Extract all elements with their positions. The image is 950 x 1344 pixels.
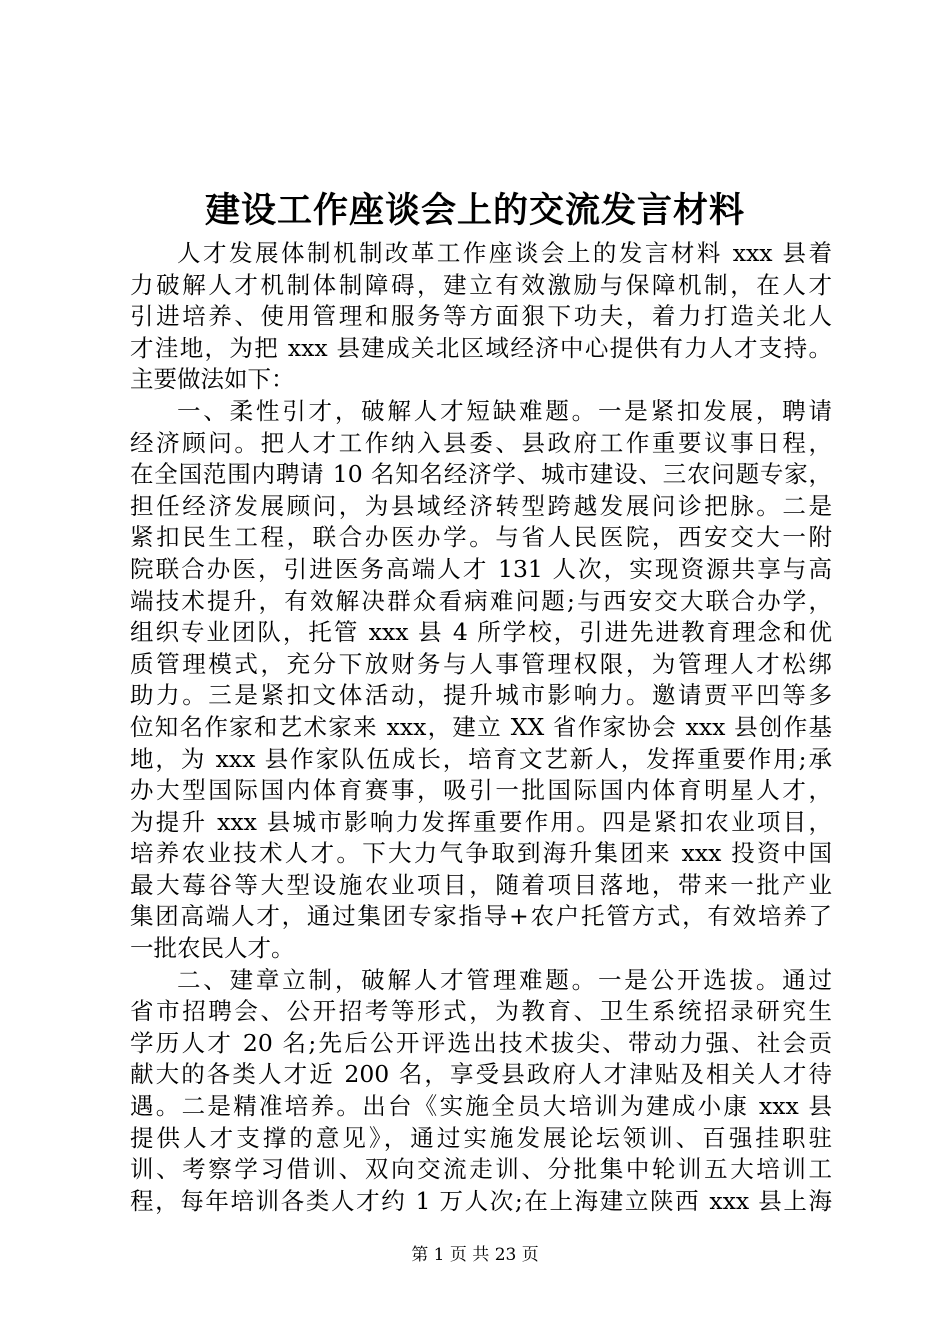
body-line: 为提升 xxx 县城市影响力发挥重要作用。四是紧扣农业项目，	[130, 807, 832, 836]
body-line: 一批农民人才。	[130, 934, 295, 963]
body-line: 培养农业技术人才。下大力气争取到海升集团来 xxx 投资中国	[130, 839, 832, 868]
body-line: 学历人才 20 名;先后公开评选出技术拔尖、带动力强、社会贡	[130, 1028, 832, 1057]
body-line: 主要做法如下：	[130, 365, 295, 394]
body-line: 院联合办医，引进医务高端人才 131 人次，实现资源共享与高	[130, 554, 832, 583]
body-line: 端技术提升，有效解决群众看病难问题;与西安交大联合办学，	[130, 586, 832, 615]
body-line: 二、建章立制，破解人才管理难题。一是公开选拔。通过	[177, 965, 832, 994]
body-line: 地，为 xxx 县作家队伍成长，培育文艺新人，发挥重要作用;承	[130, 744, 832, 773]
body-line: 力破解人才机制体制障碍，建立有效激励与保障机制，在人才	[130, 270, 832, 299]
page-number-footer: 第 1 页 共 23 页	[411, 1245, 539, 1265]
body-line: 集团高端人才，通过集团专家指导+农户托管方式，有效培养了	[130, 902, 832, 931]
body-line: 在全国范围内聘请 10 名知名经济学、城市建设、三农问题专家，	[130, 460, 832, 489]
body-line: 担任经济发展顾问，为县域经济转型跨越发展问诊把脉。二是	[130, 491, 832, 520]
body-line: 办大型国际国内体育赛事，吸引一批国际国内体育明星人才，	[130, 776, 832, 805]
body-line: 位知名作家和艺术家来 xxx，建立 XX 省作家协会 xxx 县创作基	[130, 712, 832, 741]
body-line: 一、柔性引才，破解人才短缺难题。一是紧扣发展，聘请	[177, 396, 832, 425]
body-line: 组织专业团队，托管 xxx 县 4 所学校，引进先进教育理念和优	[130, 618, 832, 647]
body-line: 人才发展体制机制改革工作座谈会上的发言材料 xxx 县着	[177, 239, 832, 267]
body-line: 提供人才支撑的意见》，通过实施发展论坛领训、百强挂职驻	[130, 1123, 832, 1152]
body-line: 引进培养、使用管理和服务等方面狠下功夫，着力打造关北人	[130, 302, 832, 331]
body-line: 助力。三是紧扣文体活动，提升城市影响力。邀请贾平凹等多	[130, 681, 832, 710]
body-line: 程，每年培训各类人才约 1 万人次;在上海建立陕西 xxx 县上海	[130, 1186, 832, 1215]
body-line: 省市招聘会、公开招考等形式，为教育、卫生系统招录研究生	[130, 997, 832, 1026]
body-line: 经济顾问。把人才工作纳入县委、县政府工作重要议事日程，	[130, 428, 832, 457]
document-body	[130, 238, 832, 1217]
body-line: 紧扣民生工程，联合办医办学。与省人民医院，西安交大一附	[130, 523, 832, 552]
body-line: 质管理模式，充分下放财务与人事管理权限，为管理人才松绑	[130, 649, 832, 678]
body-line: 遇。二是精准培养。出台《实施全员大培训为建成小康 xxx 县	[130, 1092, 832, 1121]
body-line: 最大莓谷等大型设施农业项目，随着项目落地，带来一批产业	[130, 870, 832, 899]
document-title: 建设工作座谈会上的交流发言材料	[204, 190, 745, 231]
body-line: 献大的各类人才近 200 名，享受县政府人才津贴及相关人才待	[130, 1060, 832, 1089]
body-line: 才洼地，为把 xxx 县建成关北区域经济中心提供有力人才支持。	[130, 333, 832, 362]
body-line: 训、考察学习借训、双向交流走训、分批集中轮训五大培训工	[130, 1155, 832, 1184]
